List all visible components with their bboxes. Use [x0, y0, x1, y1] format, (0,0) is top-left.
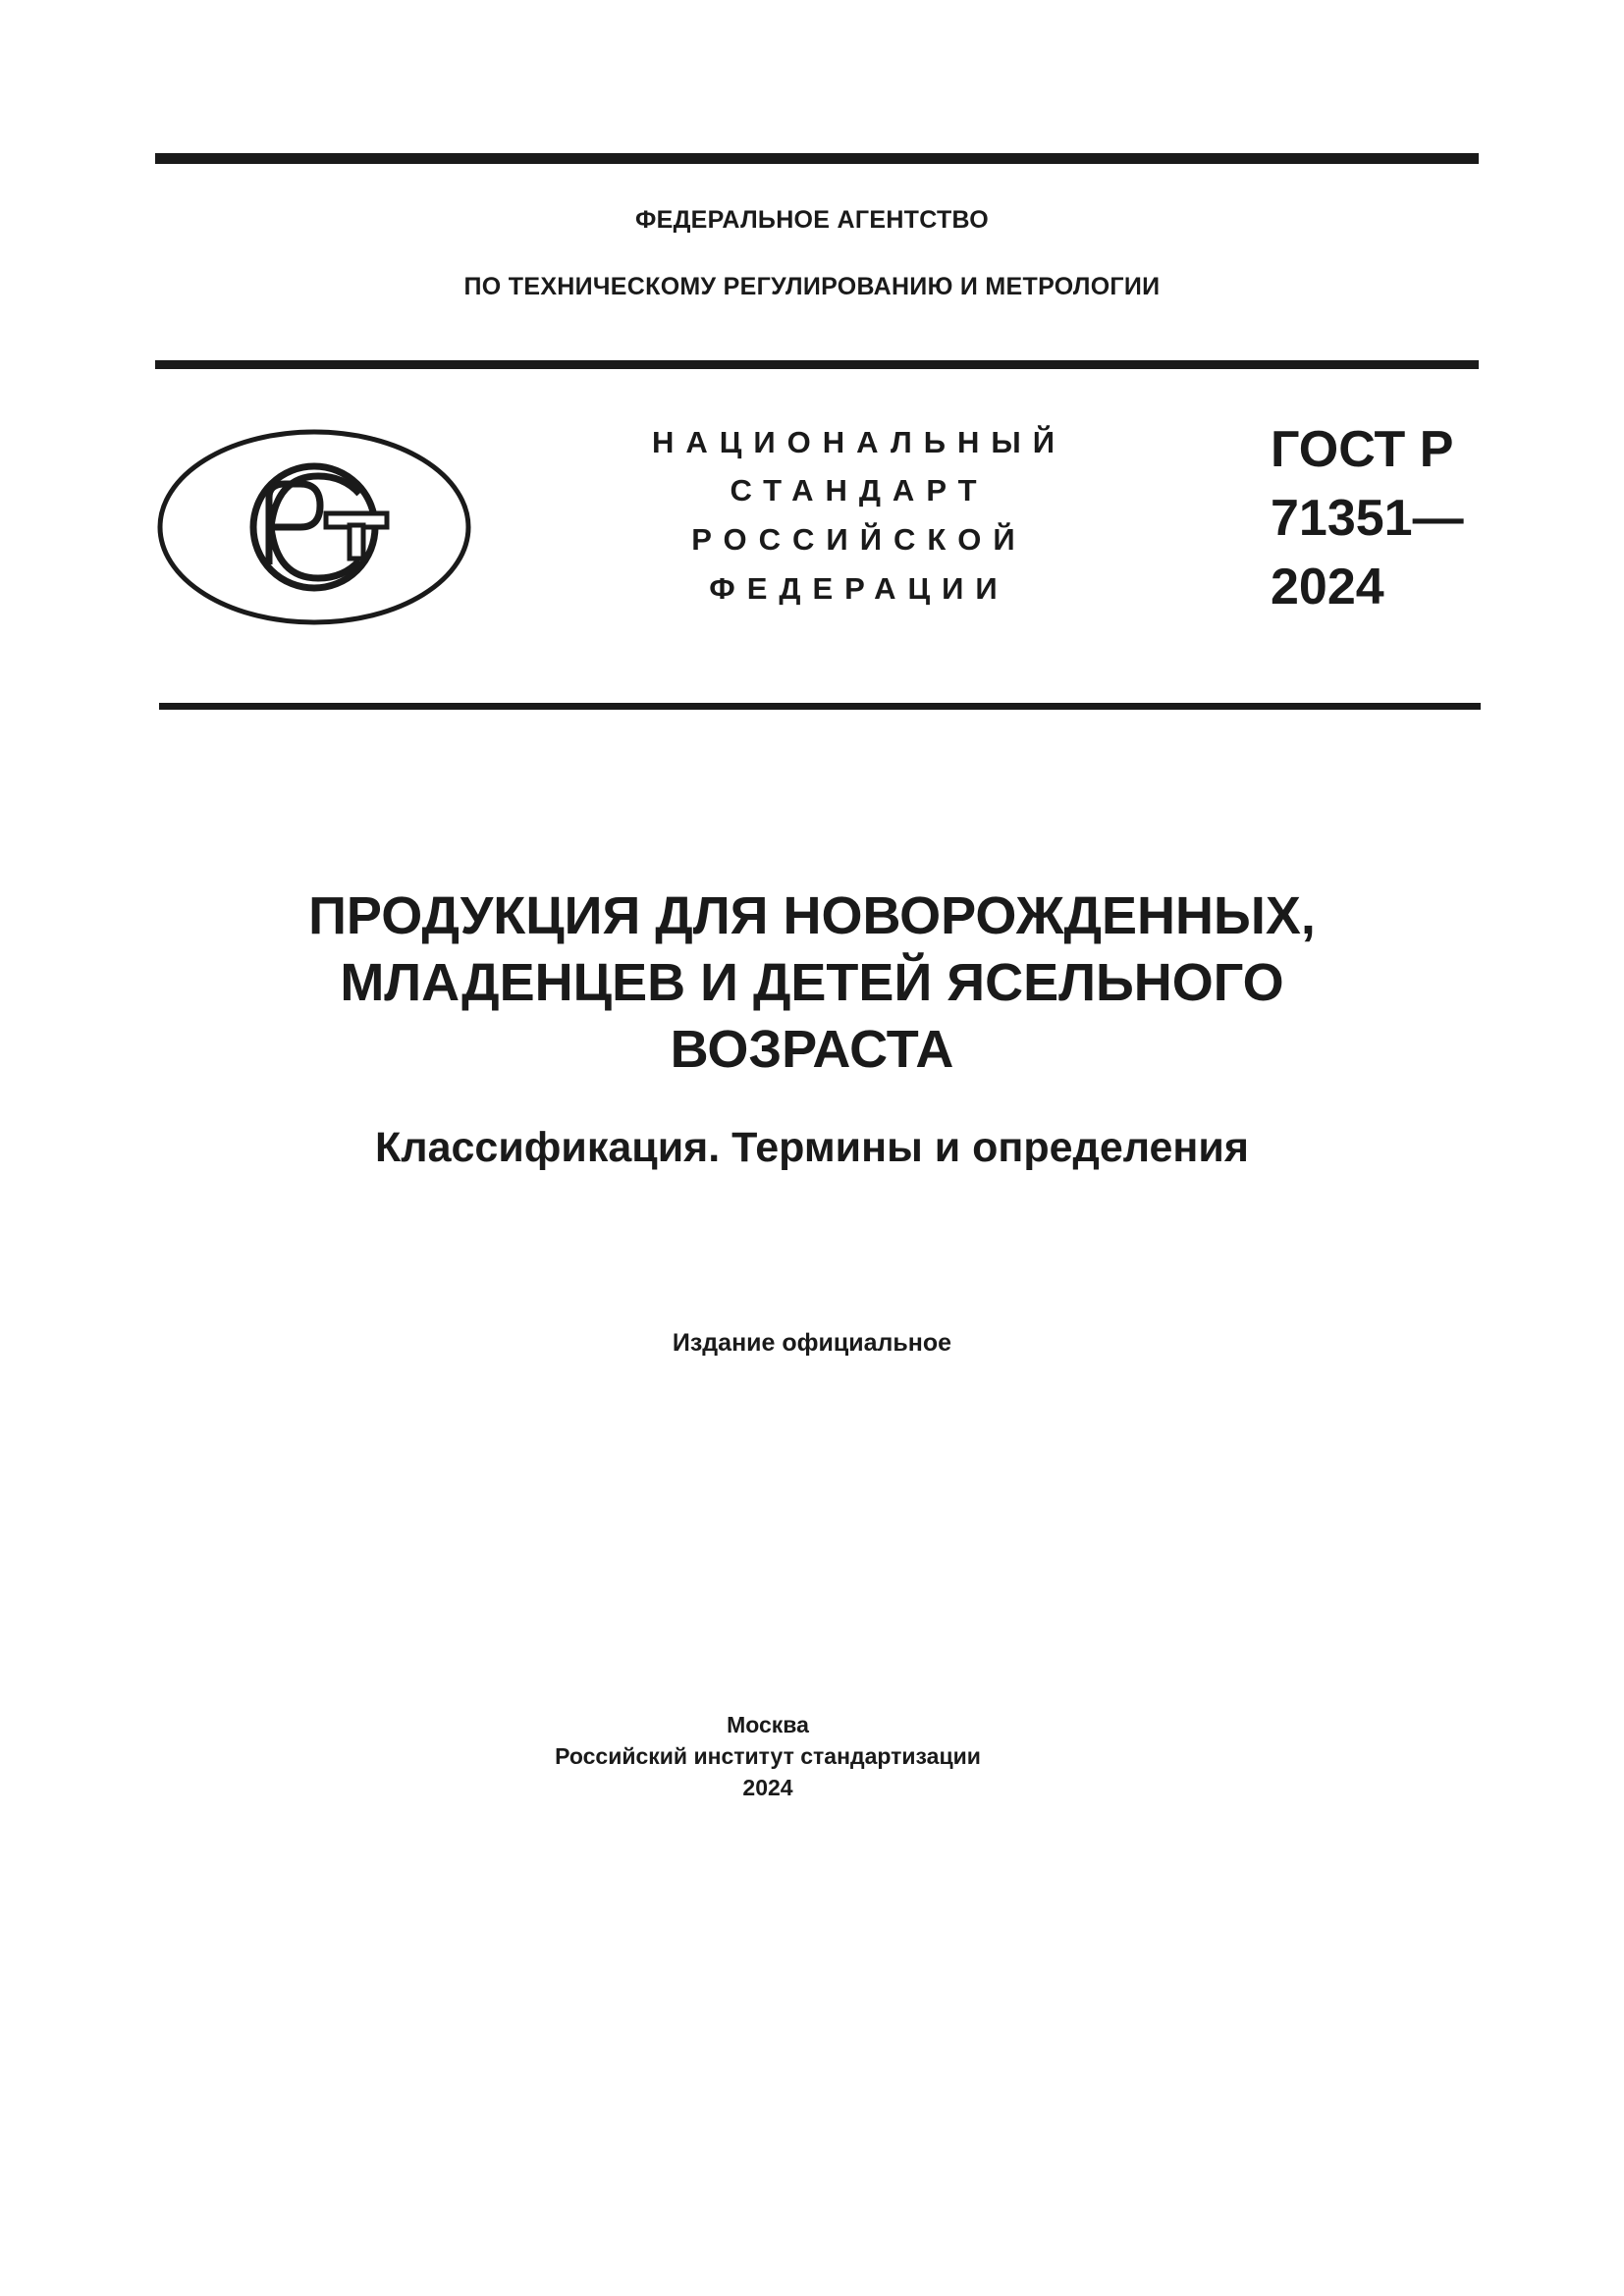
agency-divider-rule: [155, 360, 1479, 369]
standard-code-line-3: 2024: [1271, 559, 1384, 615]
document-title-line-2: МЛАДЕНЦЕВ И ДЕТЕЙ ЯСЕЛЬНОГО: [340, 953, 1284, 1012]
agency-name-line-2: ПО ТЕХНИЧЕСКОМУ РЕГУЛИРОВАНИЮ И МЕТРОЛОГИИ: [463, 273, 1161, 300]
imprint-city: Москва: [727, 1712, 809, 1737]
top-rule: [155, 153, 1479, 164]
imprint-publisher: Российский институт стандартизации: [555, 1743, 981, 1769]
agency-name-line-1: ФЕДЕРАЛЬНОЕ АГЕНТСТВО: [634, 206, 990, 234]
document-subtitle: Классификация. Термины и определения: [375, 1124, 1249, 1171]
national-standard-line-1: НАЦИОНАЛЬНЫЙ: [651, 425, 1067, 459]
imprint-year: 2024: [742, 1775, 793, 1800]
standard-code-line-1: ГОСТ Р: [1271, 421, 1454, 478]
standard-code-line-2: 71351—: [1271, 490, 1464, 547]
national-standard-line-2: СТАНДАРТ: [730, 473, 989, 507]
rst-logo-icon: [157, 429, 471, 625]
national-standard-line-3: РОССИЙСКОЙ: [691, 522, 1027, 557]
standard-divider-rule: [159, 703, 1481, 710]
national-standard-line-4: ФЕДЕРАЦИИ: [709, 571, 1009, 606]
document-title-line-1: ПРОДУКЦИЯ ДЛЯ НОВОРОЖДЕННЫХ,: [308, 886, 1316, 945]
document-title-line-3: ВОЗРАСТА: [670, 1020, 954, 1079]
edition-label: Издание официальное: [672, 1329, 952, 1357]
